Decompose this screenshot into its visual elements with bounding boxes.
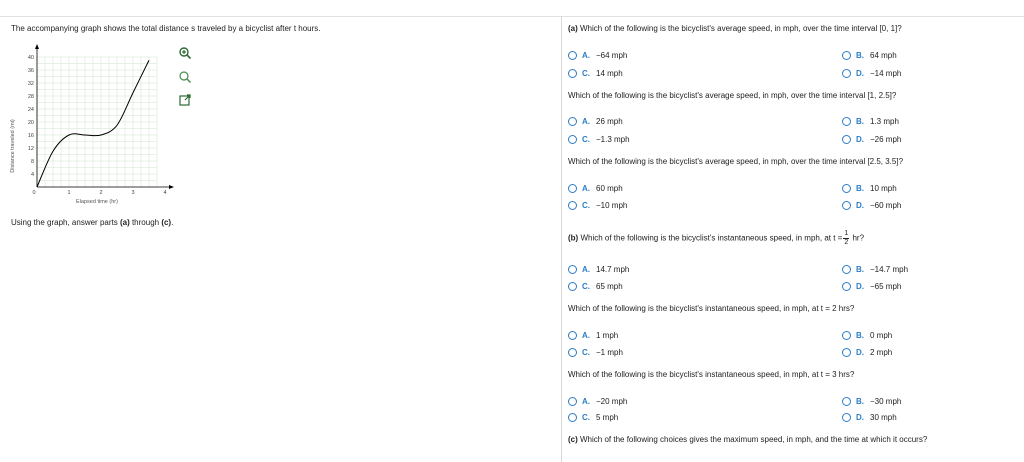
option-letter: A. [582,184,590,193]
question-part-label: (b) [568,233,579,243]
radio-button[interactable] [842,265,851,274]
question-prompt: Which of the following is the bicyclist's instantaneous speed, in mph, at t = [578,233,843,243]
y-tick-label: 12 [27,146,34,152]
option-letter: C. [582,413,590,422]
radio-button[interactable] [842,397,851,406]
external-link-icon[interactable] [178,93,192,107]
radio-button[interactable] [568,282,577,291]
option-b-q3[interactable] [842,184,897,193]
option-letter: C. [582,201,590,210]
zoom-in-icon[interactable] [178,46,192,60]
radio-button[interactable] [842,348,851,357]
radio-button[interactable] [568,331,577,340]
option-b-q6[interactable] [842,397,901,406]
option-text: −65 mph [870,282,902,291]
x-tick-label: 2 [99,190,103,196]
option-text: 30 mph [870,413,897,422]
radio-button[interactable] [568,135,577,144]
option-letter: D. [856,201,864,210]
option-c-q2[interactable] [568,135,630,144]
option-b-q5[interactable] [842,331,892,340]
y-axis-label: Distance traveled (mi) [10,119,16,173]
option-letter: B. [856,265,864,274]
option-letter: B. [856,331,864,340]
radio-button[interactable] [842,201,851,210]
option-c-q1[interactable] [568,69,623,78]
option-text: −10 mph [596,201,628,210]
option-text: −14 mph [870,69,902,78]
option-a-q4[interactable] [568,265,629,274]
option-text: −20 mph [596,397,628,406]
option-letter: C. [582,282,590,291]
radio-button[interactable] [568,265,577,274]
option-letter: B. [856,184,864,193]
option-c-q5[interactable] [568,348,623,357]
x-axis-label: Elapsed time (hr) [76,199,118,205]
option-text: 64 mph [870,51,897,60]
y-tick-label: 8 [30,159,34,165]
y-tick-label: 20 [27,120,34,126]
option-letter: B. [856,397,864,406]
option-text: −1 mph [596,348,623,357]
question-2-text [568,91,896,100]
option-a-q5[interactable] [568,331,618,340]
question-3-text [568,157,903,166]
option-letter: B. [856,51,864,60]
instruction-text: Using the graph, answer parts (a) through (c). [11,218,174,227]
radio-button[interactable] [568,397,577,406]
option-letter: B. [856,117,864,126]
question-prompt: Which of the following choices gives the maximum speed, in mph, and the time at which it occurs? [577,435,928,444]
fraction-denominator: 2 [844,239,849,246]
radio-button[interactable] [568,51,577,60]
option-text: −14.7 mph [870,265,909,274]
x-tick-label: 0 [32,190,36,196]
question-prompt: Which of the following is the bicyclist's average speed, in mph, over the time interval [2.5, 3.5]? [568,157,904,166]
y-tick-label: 36 [27,68,34,74]
option-letter: D. [856,282,864,291]
option-letter: A. [582,51,590,60]
radio-button[interactable] [568,413,577,422]
radio-button[interactable] [568,348,577,357]
radio-button[interactable] [842,331,851,340]
option-c-q4[interactable] [568,282,623,291]
graph-ticks [28,55,167,196]
y-tick-label: 40 [27,55,34,61]
option-text: 0 mph [870,331,893,340]
question-part-label: (a) [568,24,578,33]
y-tick-label: 32 [27,81,34,87]
question-7-text [568,435,927,444]
question-suffix: hr? [850,233,865,243]
option-text: −30 mph [870,397,902,406]
radio-button[interactable] [842,282,851,291]
option-d-q3[interactable] [842,201,901,210]
option-letter: A. [582,397,590,406]
option-letter: D. [856,135,864,144]
option-letter: D. [856,348,864,357]
panel-divider [561,16,562,462]
fraction-one-half [843,230,849,247]
option-d-q1[interactable] [842,69,901,78]
radio-button[interactable] [842,117,851,126]
option-a-q3[interactable] [568,184,623,193]
x-tick-label: 3 [131,190,135,196]
option-letter: C. [582,135,590,144]
radio-button[interactable] [568,184,577,193]
question-4-text [568,230,864,247]
x-tick-label: 1 [67,190,71,196]
y-tick-label: 16 [27,133,34,139]
option-text: 1.3 mph [870,117,899,126]
y-tick-label: 24 [27,107,34,113]
graph-grid [37,57,157,187]
option-text: 14.7 mph [596,265,630,274]
fraction-numerator: 1 [844,230,849,237]
question-1-text [568,24,902,33]
option-text: 5 mph [596,413,619,422]
problem-intro: The accompanying graph shows the total distance s traveled by a bicyclist after t hours. [11,24,321,33]
option-text: 14 mph [596,69,623,78]
option-text: 26 mph [596,117,623,126]
top-border [0,16,1024,17]
option-b-q1[interactable] [842,51,897,60]
radio-button[interactable] [842,69,851,78]
option-text: 2 mph [870,348,893,357]
option-d-q5[interactable] [842,348,892,357]
option-a-q2[interactable] [568,117,623,126]
radio-button[interactable] [842,135,851,144]
radio-button[interactable] [568,69,577,78]
question-5-text [568,304,854,313]
option-b-q2[interactable] [842,117,899,126]
distance-time-graph [0,40,200,212]
option-text: −26 mph [870,135,902,144]
option-d-q2[interactable] [842,135,901,144]
option-text: −1.3 mph [596,135,630,144]
option-letter: A. [582,117,590,126]
option-c-q6[interactable] [568,413,618,422]
radio-button[interactable] [842,184,851,193]
question-prompt: Which of the following is the bicyclist's instantaneous speed, in mph, at t = 3 hrs? [568,370,855,379]
radio-button[interactable] [842,51,851,60]
x-axis-arrow [169,185,174,189]
option-text: 60 mph [596,184,623,193]
y-axis-arrow [35,44,39,49]
option-d-q6[interactable] [842,413,897,422]
radio-button[interactable] [568,201,577,210]
option-letter: A. [582,331,590,340]
y-tick-label: 28 [27,94,34,100]
question-prompt: Which of the following is the bicyclist's average speed, in mph, over the time interval [0, 1]? [577,24,902,33]
question-6-text [568,370,854,379]
zoom-out-icon[interactable] [178,70,192,84]
option-letter: A. [582,265,590,274]
option-letter: C. [582,348,590,357]
x-tick-label: 4 [163,190,167,196]
y-tick-label: 4 [30,172,34,178]
option-text: 1 mph [596,331,619,340]
option-text: −60 mph [870,201,902,210]
option-text: −64 mph [596,51,628,60]
question-part-label: (c) [568,435,578,444]
option-letter: D. [856,413,864,422]
option-letter: D. [856,69,864,78]
option-text: 65 mph [596,282,623,291]
option-a-q6[interactable] [568,397,627,406]
option-letter: C. [582,69,590,78]
option-text: 10 mph [870,184,897,193]
question-prompt: Which of the following is the bicyclist's instantaneous speed, in mph, at t = 2 hrs? [568,304,855,313]
question-prompt: Which of the following is the bicyclist's average speed, in mph, over the time interval [1, 2.5]? [568,91,897,100]
option-b-q4[interactable] [842,265,908,274]
option-c-q3[interactable] [568,201,627,210]
option-d-q4[interactable] [842,282,901,291]
radio-button[interactable] [568,117,577,126]
option-a-q1[interactable] [568,51,627,60]
radio-button[interactable] [842,413,851,422]
